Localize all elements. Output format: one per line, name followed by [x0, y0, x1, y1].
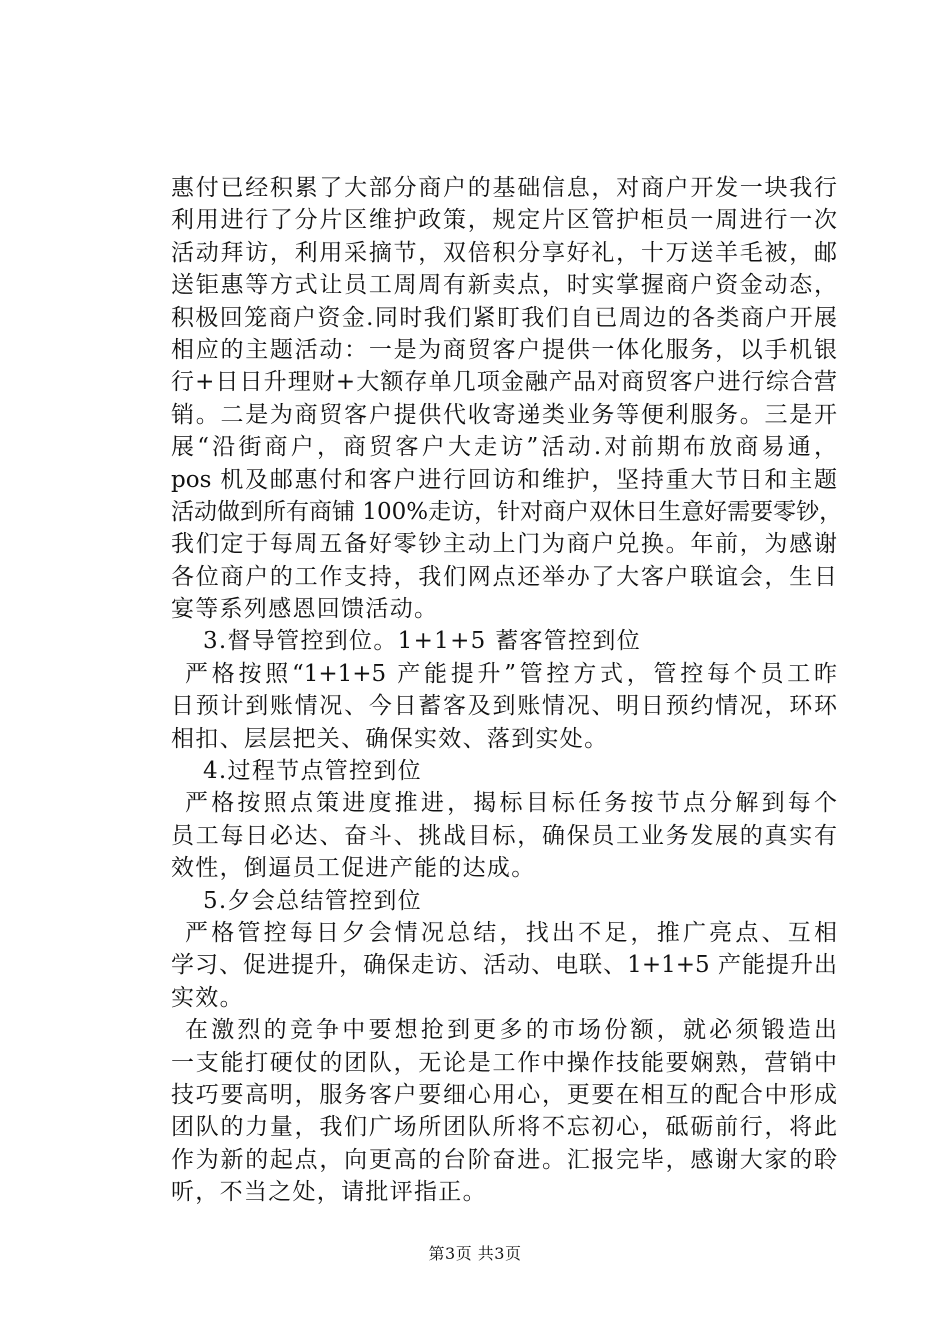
section-heading: 3.督导管控到位。1+1+5 蓄客管控到位 — [203, 628, 641, 655]
paragraph-first-line: 严格按照“1+1+5 产能提升”管控方式，管控每个员工昨 — [185, 660, 837, 687]
text-line: 员工每日必达、奋斗、挑战目标，确保员工业务发展的真实有 — [171, 822, 837, 849]
section-heading: 4.过程节点管控到位 — [203, 758, 422, 785]
document-body — [171, 172, 843, 1209]
text-line: 利用进行了分片区维护政策，规定片区管护柜员一周进行一次 — [171, 207, 837, 234]
text-line: 活动做到所有商铺 100%走访，针对商户双休日生意好需要零钞， — [171, 498, 843, 525]
paragraph-first-line: 在激烈的竞争中要想抢到更多的市场份额，就必须锻造出 — [185, 1017, 837, 1044]
text-line: 一支能打硬仗的团队，无论是工作中操作技能要娴熟，营销中 — [171, 1049, 837, 1076]
text-line: 效性，倒逼员工促进产能的达成。 — [171, 855, 536, 882]
text-line: 团队的力量，我们广场所团队所将不忘初心，砥砺前行，将此 — [171, 1114, 837, 1141]
text-line: 积极回笼商户资金.同时我们紧盯我们自已周边的各类商户开展 — [171, 304, 837, 331]
text-line: 展“沿街商户，商贸客户大走访”活动.对前期布放商易通， — [171, 434, 837, 461]
text-line: 日预计到账情况、今日蓄客及到账情况、明日预约情况，环环 — [171, 693, 837, 720]
text-line: 送钜惠等方式让员工周周有新卖点，时实掌握商户资金动态， — [171, 272, 837, 299]
page-number-footer: 第3页 共3页 — [428, 1244, 522, 1263]
text-line: 学习、促进提升，确保走访、活动、电联、1+1+5 产能提升出 — [171, 952, 837, 979]
text-line: 活动拜访，利用采摘节，双倍积分享好礼，十万送羊毛被，邮 — [171, 239, 837, 266]
text-line: 相扣、层层把关、确保实效、落到实处。 — [171, 725, 609, 752]
text-line: 技巧要高明，服务客户要细心用心，更要在相互的配合中形成 — [171, 1081, 837, 1108]
paragraph-first-line: 严格按照点策进度推进，揭标目标任务按节点分解到每个 — [185, 790, 837, 817]
text-line: 宴等系列感恩回馈活动。 — [171, 596, 439, 623]
text-line: 作为新的起点，向更高的台阶奋进。汇报完毕，感谢大家的聆 — [171, 1146, 837, 1173]
paragraph-first-line: 严格管控每日夕会情况总结，找出不足，推广亮点、互相 — [185, 919, 837, 946]
text-line: pos 机及邮惠付和客户进行回访和维护，坚持重大节日和主题 — [171, 466, 837, 493]
text-line: 行+日日升理财+大额存单几项金融产品对商贸客户进行综合营 — [171, 369, 837, 396]
section-heading: 5.夕会总结管控到位 — [203, 887, 422, 914]
text-line: 实效。 — [171, 984, 244, 1011]
text-line: 惠付已经积累了大部分商户的基础信息，对商户开发一块我行 — [171, 175, 837, 201]
text-line: 听，不当之处，请批评指正。 — [171, 1179, 487, 1206]
text-line: 我们定于每周五备好零钞主动上门为商户兑换。年前，为感谢 — [171, 531, 837, 558]
text-line: 各位商户的工作支持，我们网点还举办了大客户联谊会，生日 — [171, 563, 837, 590]
text-line: 相应的主题活动：一是为商贸客户提供一体化服务，以手机银 — [171, 336, 837, 363]
text-line: 销。二是为商贸客户提供代收寄递类业务等便利服务。三是开 — [171, 401, 837, 428]
